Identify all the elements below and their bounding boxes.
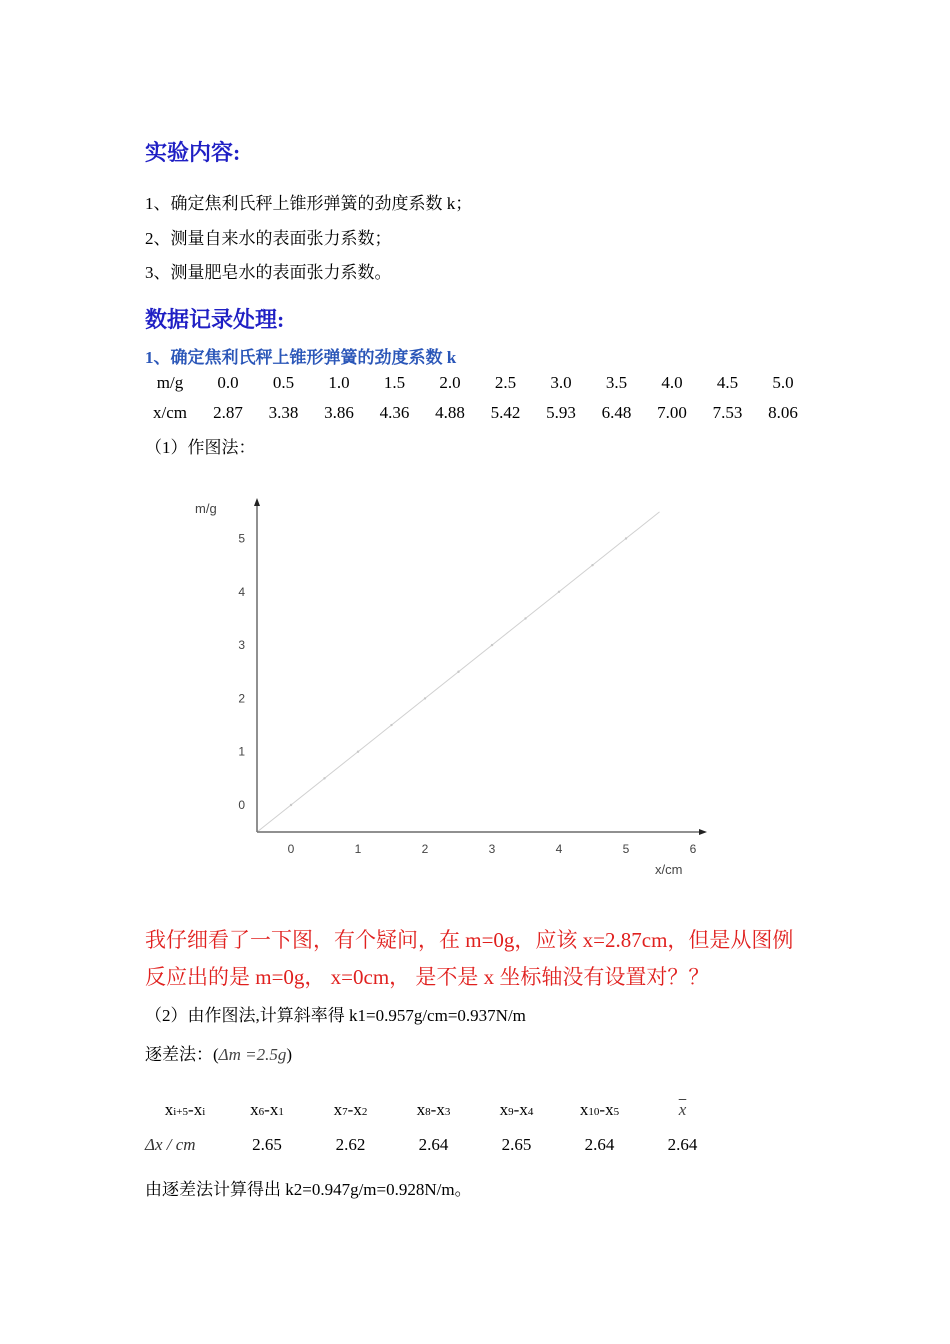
length-cell: 7.00 xyxy=(657,403,687,422)
mean-symbol: $\overline{x}$ xyxy=(678,1100,687,1119)
x-axis-arrow xyxy=(699,829,707,835)
mass-cell: 1.5 xyxy=(383,373,406,392)
length-row xyxy=(140,398,811,428)
mass-cell: 4.5 xyxy=(716,373,739,392)
data-point xyxy=(424,697,426,699)
mass-label: m/g xyxy=(156,373,184,392)
diff-header: x7-x2 xyxy=(333,1100,368,1119)
diff-header: x10-x5 xyxy=(579,1100,620,1119)
mass-cell: 2.0 xyxy=(439,373,461,392)
y-tick-label: 0 xyxy=(238,798,245,812)
x-tick-labels xyxy=(288,842,697,856)
data-point xyxy=(290,804,292,806)
length-cell: 8.06 xyxy=(768,403,798,422)
diff-header: x6-x1 xyxy=(250,1100,284,1119)
y-tick-labels xyxy=(238,532,245,813)
length-cell: 4.88 xyxy=(435,403,465,422)
y-tick-label: 4 xyxy=(238,584,245,599)
section-title-experiment: 实验内容: xyxy=(145,140,241,165)
mass-length-chart xyxy=(185,490,725,890)
mass-cell: 5.0 xyxy=(772,373,794,392)
experiment-item-2: 2、测量自来水的表面张力系数； xyxy=(145,229,392,248)
data-point xyxy=(390,724,392,726)
difference-table xyxy=(145,1095,724,1165)
y-axis-arrow xyxy=(254,498,260,506)
length-cell: 3.86 xyxy=(324,403,354,422)
difference-value-row xyxy=(145,1125,724,1165)
comment-line-2: 反应出的是 m=0g， x=0cm， 是不是 x 坐标轴没有设置对？？ xyxy=(145,965,710,989)
diff-value: 2.62 xyxy=(335,1135,366,1154)
chart-svg xyxy=(185,490,725,890)
data-point xyxy=(625,537,627,539)
delta-m-formula: Δm =2.5g xyxy=(218,1045,287,1064)
mass-cell: 3.5 xyxy=(605,373,628,392)
data-point xyxy=(524,617,526,619)
x-tick-label: 4 xyxy=(555,842,563,856)
diff-header: x9-x4 xyxy=(499,1100,534,1119)
x-axis-label: x/cm xyxy=(655,862,683,877)
measurement-table xyxy=(140,368,811,428)
length-cell: 4.36 xyxy=(379,403,410,422)
mass-cell: 4.0 xyxy=(661,373,683,392)
diff-method-label: 逐差法：( xyxy=(145,1045,219,1064)
mean-value: 2.64 xyxy=(667,1135,698,1154)
data-subtitle: 1、确定焦利氏秤上锥形弹簧的劲度系数 k xyxy=(145,348,457,367)
length-cell: 3.38 xyxy=(268,403,299,422)
section-title-data: 数据记录处理: xyxy=(145,307,285,332)
diff-header: x8-x3 xyxy=(416,1100,451,1119)
diff-value: 2.64 xyxy=(584,1135,615,1154)
diff-method-line xyxy=(145,1040,292,1065)
length-cell: 5.93 xyxy=(546,403,576,422)
mass-cell: 0.0 xyxy=(217,373,239,392)
x-tick-label: 5 xyxy=(622,842,630,856)
y-tick-label: 5 xyxy=(238,531,245,546)
experiment-item-3: 3、测量肥皂水的表面张力系数。 xyxy=(145,263,392,282)
x-tick-label: 0 xyxy=(287,842,295,856)
x-tick-label: 2 xyxy=(421,842,429,856)
result-text: 由逐差法计算得出 k2=0.947g/m=0.928N/m。 xyxy=(145,1180,472,1199)
comment-line-1: 我仔细看了一下图，有个疑问，在 m=0g，应该 x=2.87cm，但是从图例 xyxy=(145,928,794,952)
length-cell: 7.53 xyxy=(712,403,743,422)
method1-label: （1）作图法： xyxy=(145,438,256,457)
data-point xyxy=(357,751,359,753)
delta-x-label: Δx / cm xyxy=(145,1135,196,1154)
data-point xyxy=(558,591,560,593)
mass-cell: 2.5 xyxy=(494,373,517,392)
mass-cell: 0.5 xyxy=(272,373,295,392)
y-axis-label: m/g xyxy=(195,501,217,516)
diff-value: 2.65 xyxy=(252,1135,282,1154)
method2-text: （2）由作图法,计算斜率得 k1=0.957g/cm=0.937N/m xyxy=(145,1006,526,1025)
data-point xyxy=(323,777,325,779)
data-point xyxy=(491,644,493,646)
length-cell: 6.48 xyxy=(601,403,632,422)
mean-header xyxy=(641,1095,724,1125)
data-point xyxy=(591,564,593,566)
x-tick-label: 6 xyxy=(689,842,697,856)
diff-value: 2.65 xyxy=(501,1135,532,1154)
length-label: x/cm xyxy=(153,403,187,422)
mass-row xyxy=(140,368,811,398)
diff-header: xi+5-xi xyxy=(164,1100,206,1119)
diff-value: 2.64 xyxy=(418,1135,449,1154)
diff-method-close: ) xyxy=(286,1045,293,1064)
difference-header-row xyxy=(145,1095,724,1125)
y-tick-label: 2 xyxy=(238,691,245,706)
data-point xyxy=(457,671,459,673)
y-tick-label: 1 xyxy=(238,744,245,759)
x-tick-label: 3 xyxy=(488,842,496,856)
y-tick-label: 3 xyxy=(238,638,245,653)
length-cell: 2.87 xyxy=(213,403,243,422)
mass-cell: 3.0 xyxy=(550,373,572,392)
experiment-item-1: 1、确定焦利氏秤上锥形弹簧的劲度系数 k； xyxy=(145,194,473,213)
x-tick-label: 1 xyxy=(354,842,362,856)
length-cell: 5.42 xyxy=(490,403,521,422)
mass-cell: 1.0 xyxy=(328,373,350,392)
